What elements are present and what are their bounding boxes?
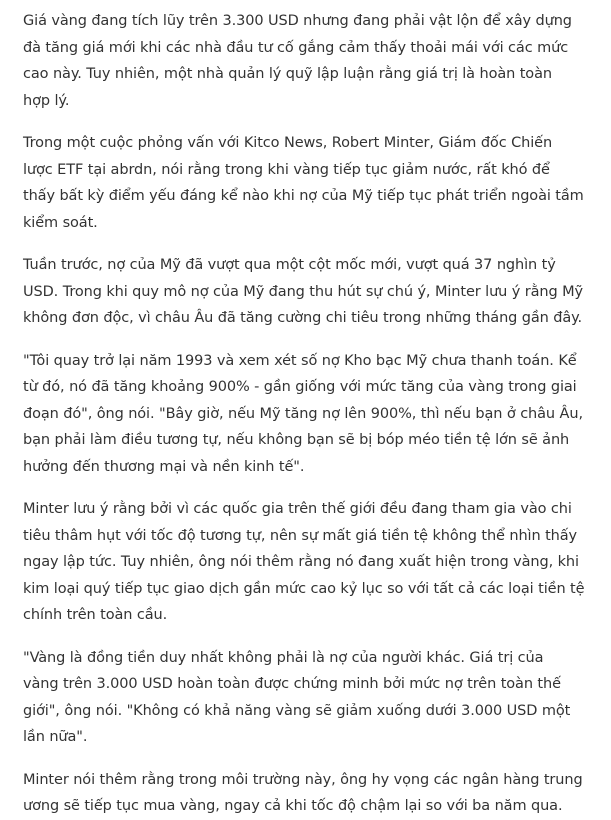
text-line: kiểm soát. xyxy=(23,214,98,231)
text-line: hợp lý. xyxy=(23,92,70,109)
text-line: giới", ông nói. "Không có khả năng vàng sẽ giảm xuống dưới 3.000 USD một xyxy=(23,702,571,719)
text-line: thấy bất kỳ điểm yếu đáng kể nào khi nợ của Mỹ tiếp tục phát triển ngoài tầm xyxy=(23,188,584,204)
text-line: bạn phải làm điều tương tự, nếu không bạn sẽ bị bóp méo tiền tệ lớn sẽ ảnh xyxy=(23,432,570,448)
text-line: không đơn độc, vì châu Âu đã tăng cường chi tiêu trong những tháng gần đây. xyxy=(23,310,583,326)
text-line: vàng trên 3.000 USD hoàn toàn được chứng minh bởi mức nợ trên toàn thế xyxy=(23,676,561,692)
paragraph-5 xyxy=(23,496,608,629)
text-line: USD. Trong khi quy mô nợ của Mỹ đang thu hút sự chú ý, Minter lưu ý rằng Mỹ xyxy=(23,283,583,300)
text-line: Giá vàng đang tích lũy trên 3.300 USD nhưng đang phải vật lộn để xây dựng xyxy=(23,13,572,29)
paragraph-6 xyxy=(23,645,608,751)
text-line: từ đó, nó đã tăng khoảng 900% - gần giống với mức tăng của vàng trong giai xyxy=(23,379,577,395)
paragraph-3 xyxy=(23,252,608,332)
text-line: hưởng đến thương mại và nền kinh tế". xyxy=(23,458,305,475)
text-line: "Tôi quay trở lại năm 1993 và xem xét số nợ Kho bạc Mỹ chưa thanh toán. Kể xyxy=(23,352,577,369)
text-line: ngay lập tức. Tuy nhiên, ông nói thêm rằng nó đang xuất hiện trong vàng, khi xyxy=(23,554,579,570)
text-line: kim loại quý tiếp tục giao dịch gần mức cao kỷ lục so với tất cả các loại tiền tệ xyxy=(23,580,585,597)
text-line: lược ETF tại abrdn, nói rằng trong khi vàng tiếp tục giảm nước, rất khó để xyxy=(23,161,550,178)
text-line: đà tăng giá mới khi các nhà đầu tư cố gắng cảm thấy thoải mái với các mức xyxy=(23,39,569,56)
text-line: cao này. Tuy nhiên, một nhà quản lý quỹ lập luận rằng giá trị là hoàn toàn xyxy=(23,66,552,82)
paragraph-2 xyxy=(23,130,608,236)
text-line: tiêu thâm hụt với tốc độ tương tự, nên sự mất giá tiền tệ không thể nhìn thấy xyxy=(23,527,578,544)
paragraph-4 xyxy=(23,348,608,481)
text-line: Tuần trước, nợ của Mỹ đã vượt qua một cột mốc mới, vượt quá 37 nghìn tỷ xyxy=(23,257,556,273)
paragraph-1 xyxy=(23,8,608,114)
text-line: "Vàng là đồng tiền duy nhất không phải là nợ của người khác. Giá trị của xyxy=(23,649,544,666)
text-line: Trong một cuộc phỏng vấn với Kitco News, Robert Minter, Giám đốc Chiến xyxy=(23,135,553,151)
text-line: Minter lưu ý rằng bởi vì các quốc gia trên thế giới đều đang tham gia vào chi xyxy=(23,501,572,517)
text-line: lần nữa". xyxy=(23,729,88,745)
text-line: đoạn đó", ông nói. "Bây giờ, nếu Mỹ tăng nợ lên 900%, thì nếu bạn ở châu Âu, xyxy=(23,405,583,422)
text-line: chính trên toàn cầu. xyxy=(23,607,168,623)
text-line: Minter nói thêm rằng trong môi trường này, ông hy vọng các ngân hàng trung xyxy=(23,771,583,788)
paragraph-7 xyxy=(23,767,608,820)
text-line: ương sẽ tiếp tục mua vàng, ngay cả khi tốc độ chậm lại so với ba năm qua. xyxy=(23,798,563,814)
